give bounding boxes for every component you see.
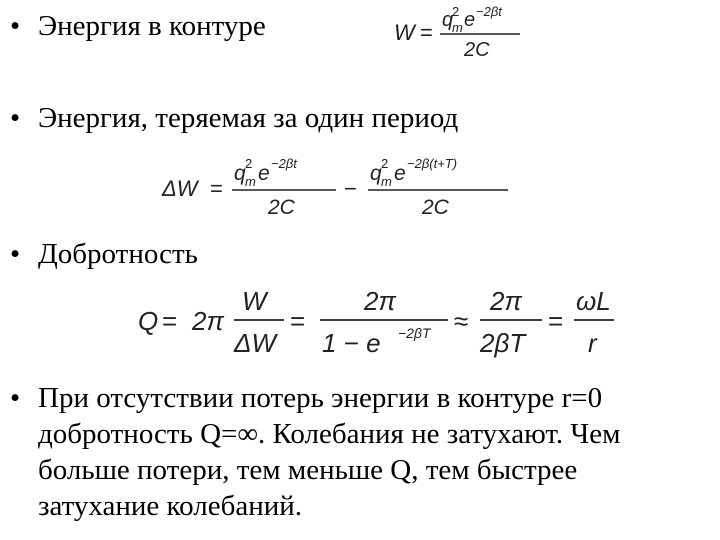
frac-a-e-sup: −2βt <box>271 156 297 171</box>
bullet-item-quality <box>10 236 198 272</box>
frac-b-e-sup: −2β(t+T) <box>407 156 458 171</box>
formula-two-pi: 2π <box>192 306 224 336</box>
para-line-first <box>10 380 710 416</box>
para-text-line-2: добротность Q=∞. Колебания не затухают. Чем <box>38 418 621 450</box>
formula-eq: = <box>210 176 223 201</box>
frac1-num: W <box>242 286 267 316</box>
para-text-line-1: При отсутствии потерь энергии в контуре r=0 <box>38 382 603 414</box>
frac-b-q-sup: 2 <box>381 156 389 171</box>
frac4-den: r <box>588 328 597 358</box>
formula-energy <box>392 2 542 60</box>
frac-a-q: q <box>234 162 246 185</box>
frac3-num: 2π <box>490 286 522 316</box>
formula-lhs: ΔW <box>162 176 198 201</box>
frac-a-e: e <box>258 162 270 185</box>
frac2-den: 1 − e <box>322 328 381 358</box>
formula-lhs: W <box>394 20 415 45</box>
bullet-dot: • <box>10 10 21 42</box>
formula-num-q: q <box>442 9 454 31</box>
bullet-text: Добротность <box>38 238 198 270</box>
formula-eq: = <box>548 306 564 336</box>
para-text-line-4: затухание колебаний. <box>38 490 303 522</box>
bullet-text: Энергия в контуре <box>38 10 266 42</box>
frac-b-e: e <box>394 162 406 185</box>
formula-eq: = <box>420 20 433 45</box>
para-text-line-3: больше потери, тем меньше Q, тем быстрее <box>38 454 578 486</box>
formula-num-q-sub: m <box>452 20 463 35</box>
formula-lhs: Q <box>138 306 159 336</box>
formula-eq: = <box>162 306 178 336</box>
formula-den: 2C <box>464 39 490 61</box>
formula-approx: ≈ <box>454 306 469 336</box>
bullet-item-energy-loss <box>10 100 458 136</box>
frac2-num: 2π <box>364 286 396 316</box>
bullet-dot: • <box>10 102 21 134</box>
frac-b-den: 2C <box>422 196 449 219</box>
frac-a-den: 2C <box>268 196 295 219</box>
formula-energy-loss <box>160 148 520 220</box>
formula-num-e: e <box>464 9 476 31</box>
frac2-den-sup: −2βT <box>398 325 431 341</box>
formula-quality-factor <box>136 282 616 362</box>
frac-b-q: q <box>370 162 382 185</box>
frac4-num: ωL <box>576 286 611 316</box>
frac1-den: ΔW <box>234 328 276 358</box>
formula-num-e-sup: −2βt <box>476 4 502 19</box>
frac3-den: 2βT <box>480 328 526 358</box>
bullet-text: Энергия, теряемая за один период <box>38 102 459 134</box>
formula-num-q-sup: 2 <box>452 4 460 19</box>
frac-a-q-sup: 2 <box>245 156 253 171</box>
bullet-dot: • <box>10 238 21 270</box>
formula-minus: − <box>344 176 357 201</box>
bullet-item-no-losses <box>10 380 710 524</box>
bullet-item-energy <box>10 8 266 44</box>
bullet-dot: • <box>10 382 21 414</box>
frac-b-q-sub: m <box>381 174 392 189</box>
formula-eq: = <box>290 306 306 336</box>
frac-a-q-sub: m <box>245 174 256 189</box>
